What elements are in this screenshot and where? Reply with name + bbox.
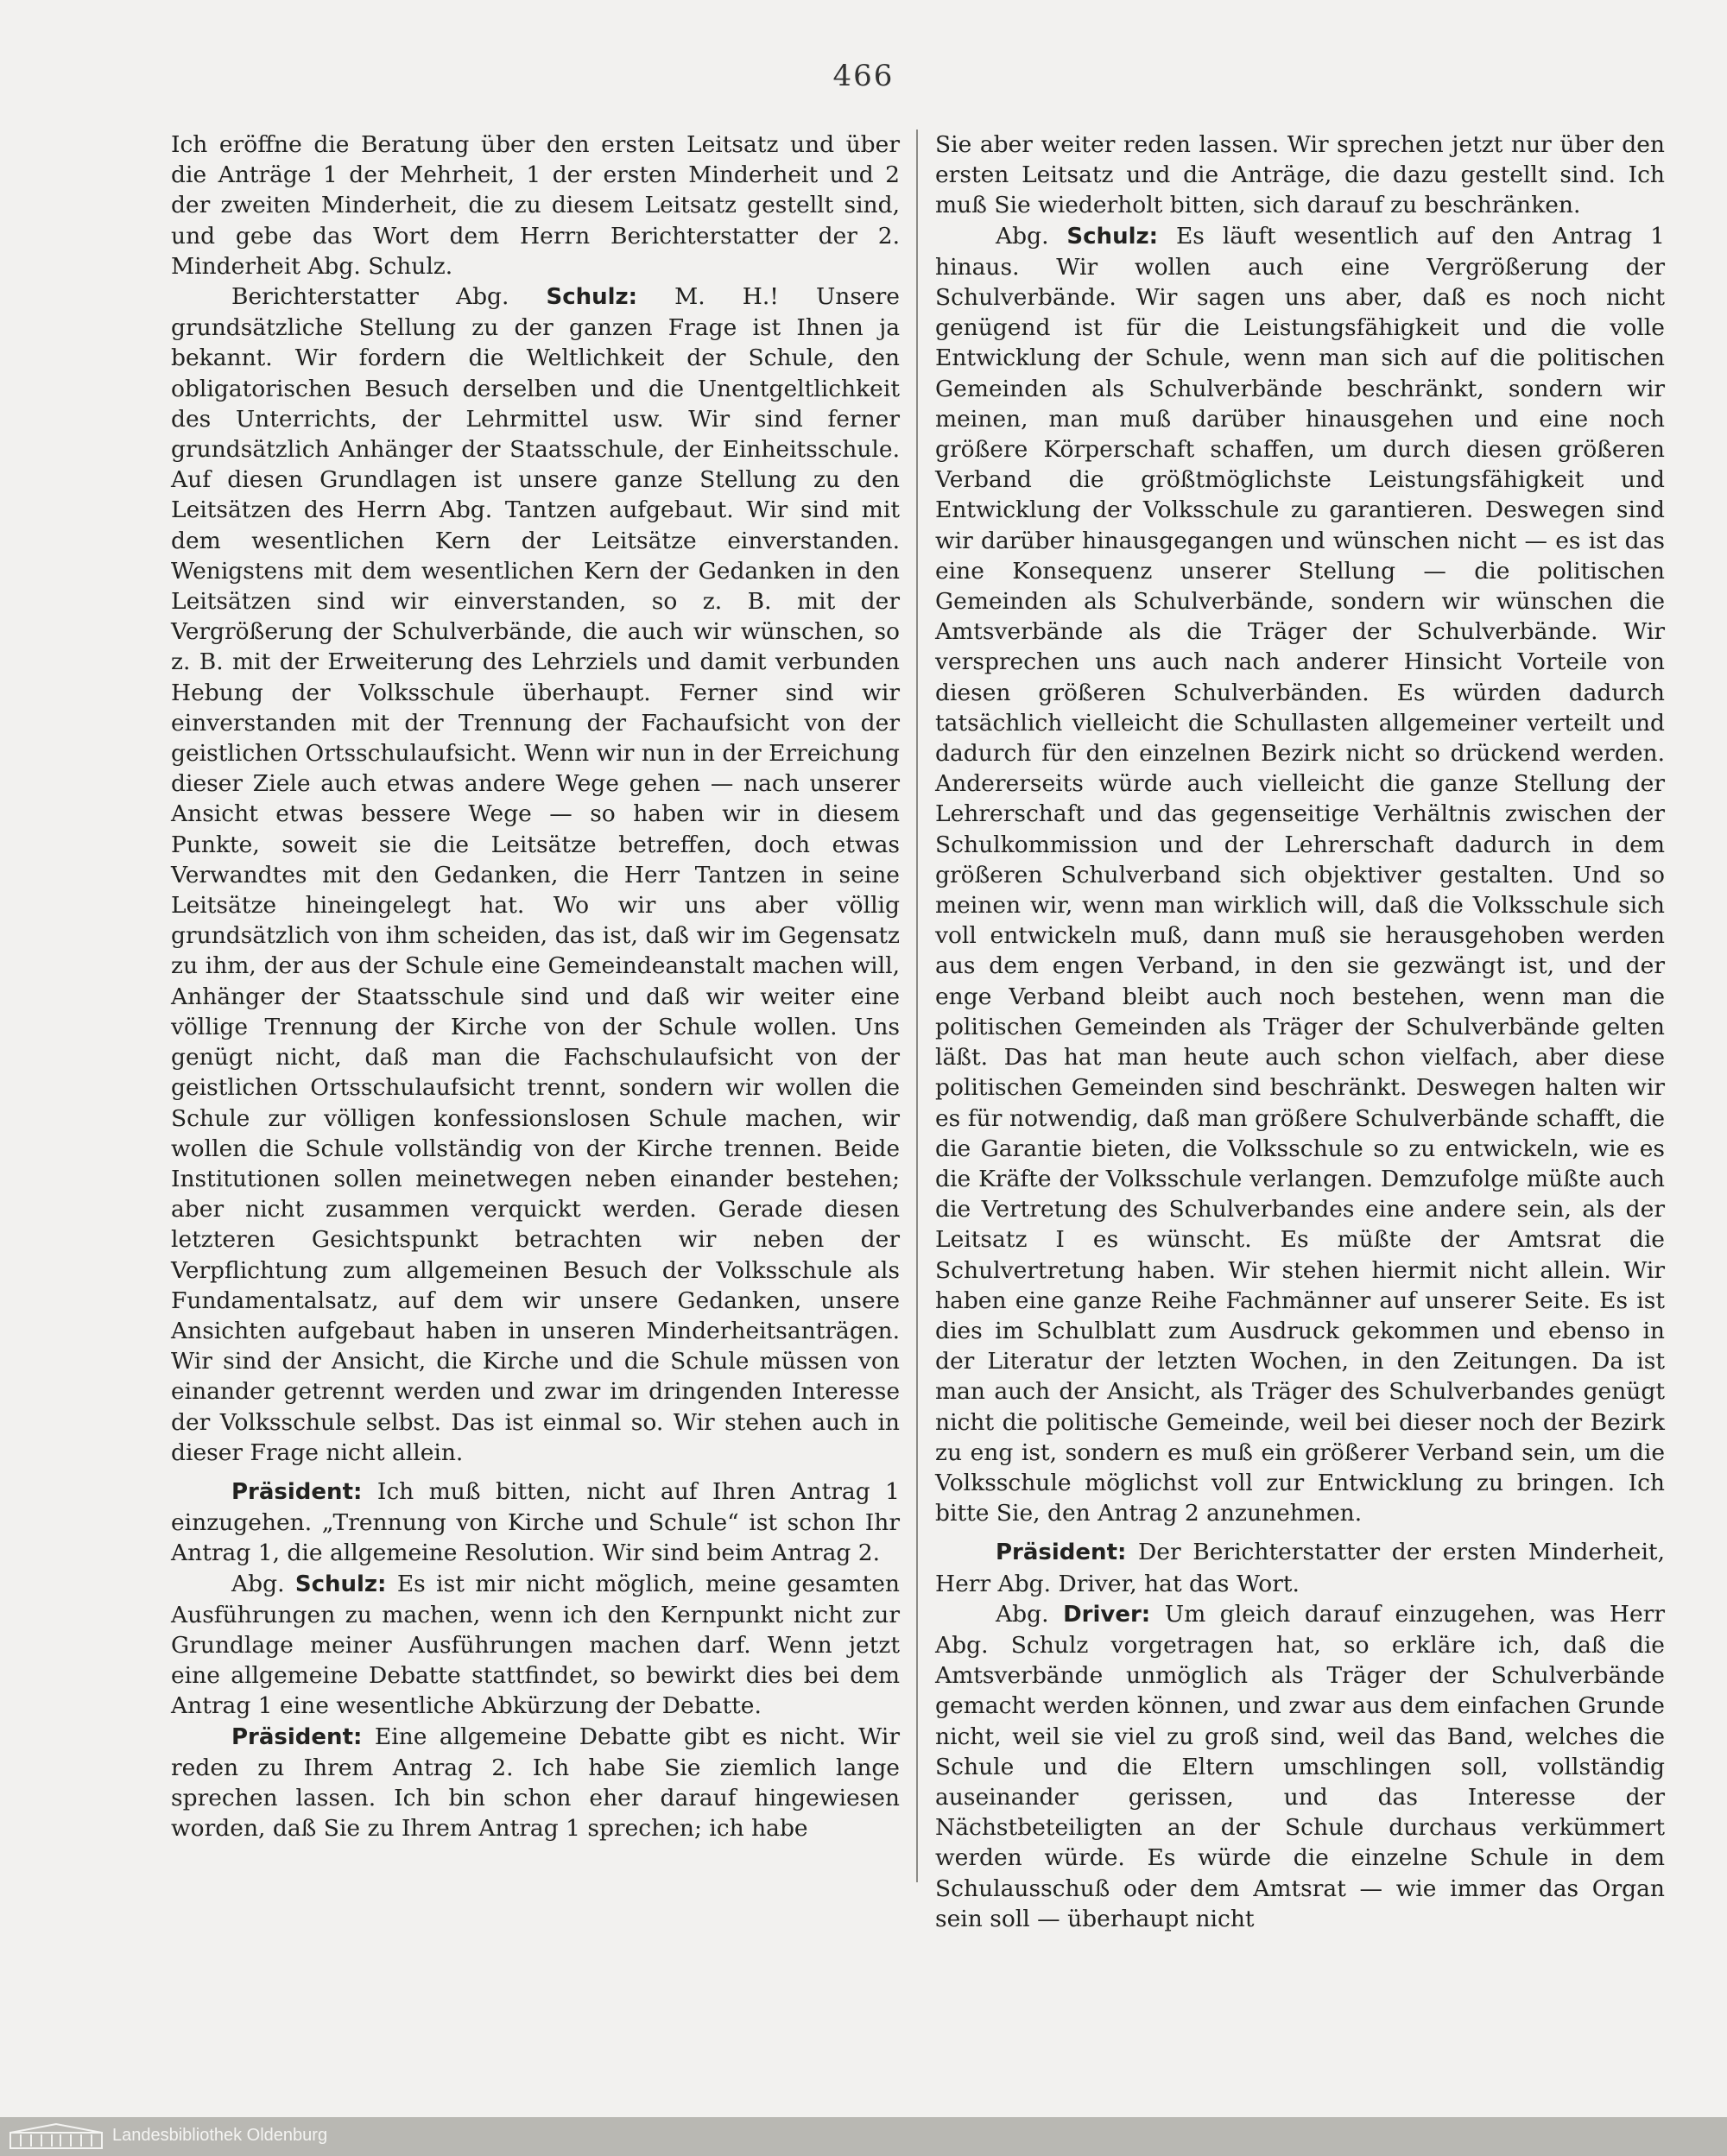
speaker-name: Schulz: [294, 1571, 387, 1597]
library-name: Landesbibliothek Oldenburg [112, 2126, 328, 2145]
speech-paragraph [935, 1537, 1665, 1598]
left-column [171, 130, 900, 1843]
speech-text: Eine allgemeine Debatte gibt es nicht. Wir reden zu Ihrem Antrag 2. Ich habe Sie ziemlich lange sprechen lassen. Ich bin schon eher darauf hingewiesen worden, daß Sie zu Ihrem Antrag 1 sprechen; ich habe [171, 1723, 900, 1843]
column-divider [916, 130, 918, 1882]
speech-text: M. H.! Unsere grundsätzliche Stellung zu der ganzen Frage ist Ihnen ja bekannt. Wir fordern die Weltlichkeit der Schule, den obligatorischen Besuch derselben und die Unentgeltlichkeit des Unterrichts, der Lehrmittel usw. Wir sind ferner grundsätzlich Anhänger der Staatsschule, der Einheitsschule. Auf diesen Grundlagen ist unsere ganze Stellung zu den Leitsätzen des Herrn Abg. Tantzen aufgebaut. Wir sind mit dem wesentlichen Kern der Leitsätze einverstanden. Wenigstens mit dem wesentlichen Kern der Gedanken in den Leitsätzen sind wir einverstanden, so z. B. mit der Vergrößerung der Schulverbände, die auch wir wünschen, so z. B. mit der Erweiterung des Lehrziels und damit verbunden Hebung der Volksschule überhaupt. Ferner sind wir einverstanden mit der Trennung der Fachaufsicht von der geistlichen Ortsschulaufsicht. Wenn wir nun in der Erreichung dieser Ziele auch etwas andere Wege gehen — nach unserer Ansicht etwas bessere Wege — so haben wir in diesem Punkte, soweit sie die Leitsätze betreffen, doch etwas Verwandtes mit den Gedanken, die Herr Tantzen in seine Leitsätze hineingelegt hat. Wo wir uns aber völlig grundsätzlich von ihm scheiden, das ist, daß wir im Gegensatz zu ihm, der aus der Schule eine Gemeindeanstalt machen will, Anhänger der Staatsschule sind und daß wir weiter eine völlige Trennung der Kirche von der Schule wollen. Uns genügt nicht, daß man die Fachschulaufsicht von der geistlichen Ortsschulaufsicht trennt, sondern wir wollen die Schule zur völligen konfessionslosen Schule machen, wir wollen die Schule vollständig von der Kirche trennen. Beide Institutionen sollen meinetwegen neben einander bestehen; aber nicht zusammen verquickt werden. Gerade diesen letzteren Gesichtspunkt betrachten wir neben der Verpflichtung zum allgemeinen Besuch der Volksschule als Fundamentalsatz, auf dem wir unsere Gedanken, unsere Ansichten aufgebaut haben in unseren Minderheitsanträgen. Wir sind der Ansicht, die Kirche und die Schule müssen von einander getrennt werden und zwar im dringenden Interesse der Volksschule selbst. Das ist einmal so. Wir stehen auch in dieser Frage nicht allein. [171, 283, 900, 1466]
speech-paragraph [171, 281, 900, 1468]
speech-text: Ich muß bitten, nicht auf Ihren Antrag 1 einzugehen. „Trennung von Kirche und Schule“ ist schon Ihr Antrag 1, die allgemeine Resolution. Wir sind beim Antrag 2. [171, 1477, 900, 1567]
speaker-name: Driver: [1063, 1601, 1151, 1628]
speaker-name: Schulz: [546, 284, 638, 311]
paragraph-text: Sie aber weiter reden lassen. Wir sprechen jetzt nur über den ersten Leitsatz und die Anträge, die dazu gestellt sind. Ich muß Sie wiederholt bitten, sich darauf zu beschränken. [935, 131, 1665, 219]
speech-paragraph [935, 221, 1665, 1529]
right-column [935, 130, 1665, 1934]
speech-text: Es ist mir nicht möglich, meine gesamten Ausführungen zu machen, wenn ich den Kernpunkt nicht zur Grundlage meiner Ausführungen machen darf. Wenn jetzt eine allgemeine Debatte stattfindet, so bewirkt dies bei dem Antrag 1 eine wesentliche Abkürzung der Debatte. [171, 1570, 900, 1720]
speaker-name: Schulz: [1066, 223, 1159, 250]
speech-paragraph [935, 1599, 1665, 1934]
paragraph [171, 130, 900, 281]
speech-text: Es läuft wesentlich auf den Antrag 1 hinaus. Wir wollen auch eine Vergrößerung der Schulverbände. Wir sagen uns aber, daß es noch nicht genügend ist für die Leistungsfähigkeit und die volle Entwicklung der Schule, wenn man sich auf die politischen Gemeinden als Schulverbände beschränkt, sondern wir meinen, man muß darüber hinausgehen und eine noch größere Körperschaft schaffen, um durch diesen größeren Verband die größtmöglichste Leistungsfähigkeit und Entwicklung der Volksschule zu garantieren. Deswegen sind wir darüber hinausgegangen und wünschen nicht — es ist das eine Konsequenz unserer Stellung — die politischen Gemeinden als Schulverbände, sondern wir wünschen die Amtsverbände als die Träger der Schulverbände. Wir versprechen uns auch nach anderer Hinsicht Vorteile von diesen größeren Schulverbänden. Es würden dadurch tatsächlich vielleicht die Schullasten allgemeiner verteilt und dadurch für den einzelnen Bezirk nicht so drückend werden. Andererseits würde auch vielleicht die ganze Stellung der Lehrerschaft und das gegenseitige Verhältnis zwischen der Schulkommission und der Lehrerschaft dadurch in dem größeren Schulverband sich objektiver gestalten. Und so meinen wir, wenn man wirklich will, daß die Volksschule sich voll entwickeln muß, dann muß sie herausgehoben werden aus dem engen Verband, in den sie gezwängt ist, und der enge Verband bleibt auch noch bestehen, wenn man die politischen Gemeinden als Träger der Schulverbände gelten läßt. Das hat man heute auch schon vielfach, aber diese politischen Gemeinden sind beschränkt. Deswegen halten wir es für notwendig, daß man größere Schulverbände schafft, die die Garantie bieten, die Volksschule so zu entwickeln, wie es die Kräfte der Volksschule verlangen. Demzufolge müßte auch die Vertretung des Schulverbandes eine andere sein, als der Leitsatz I es wünscht. Es müßte der Amtsrat die Schulvertretung haben. Wir stehen hiermit nicht allein. Wir haben eine ganze Reihe Fachmänner auf unserer Seite. Es ist dies im Schulblatt zum Ausdruck gekommen und ebenso in der Literatur der letzten Wochen, in den Zeitungen. Da ist man auch der Ansicht, als Träger des Schulverbandes genügt nicht die politische Gemeinde, weil bei dieser noch der Bezirk zu eng ist, sondern es muß ein größerer Verband sein, um die Volksschule möglichst voll zur Entwicklung zu bringen. Ich bitte Sie, den Antrag 2 anzunehmen. [935, 222, 1665, 1527]
speech-paragraph [171, 1569, 900, 1722]
speech-paragraph [171, 1722, 900, 1844]
footer-bar [0, 2117, 1727, 2156]
library-building-icon [9, 2122, 104, 2150]
speaker-name: Präsident: [231, 1478, 363, 1505]
paragraph-text: Ich eröffne die Beratung über den ersten Leitsatz und über die Anträge 1 der Mehrheit, 1 der ersten Minderheit und 2 der zweiten Minderheit, die zu diesem Leitsatz gestellt sind, und gebe das Wort dem Herrn Berichterstatter der 2. Minderheit Abg. Schulz. [171, 131, 900, 280]
speaker-prefix: Abg. [996, 222, 1067, 250]
speech-text: Der Berichterstatter der ersten Minderheit, Herr Abg. Driver, hat das Wort. [935, 1539, 1665, 1597]
speaker-prefix: Abg. [996, 1600, 1064, 1628]
speech-text: Um gleich darauf einzugehen, was Herr Abg. Schulz vorgetragen hat, so erkläre ich, daß die Amtsverbände unmöglich als Träger der Schulverbände gemacht werden können, und zwar aus dem einfachen Grunde nicht, weil sie viel zu groß sind, weil das Band, welches die Schule und die Eltern umschlingen soll, vollständig auseinander gerissen, und das Interesse der Nächstbeteiligten an der Schule durchaus verkümmert werden würde. Es würde die einzelne Schule in dem Schulausschuß oder dem Amtsrat — wie immer das Organ sein soll — überhaupt nicht [935, 1600, 1665, 1932]
paragraph [935, 130, 1665, 221]
speaker-name: Präsident: [231, 1723, 363, 1750]
page-number: 466 [832, 59, 895, 93]
speaker-prefix: Berichterstatter Abg. [231, 283, 547, 311]
speaker-prefix: Abg. [231, 1570, 295, 1597]
speaker-name: Präsident: [996, 1540, 1127, 1566]
speech-paragraph [171, 1476, 900, 1569]
